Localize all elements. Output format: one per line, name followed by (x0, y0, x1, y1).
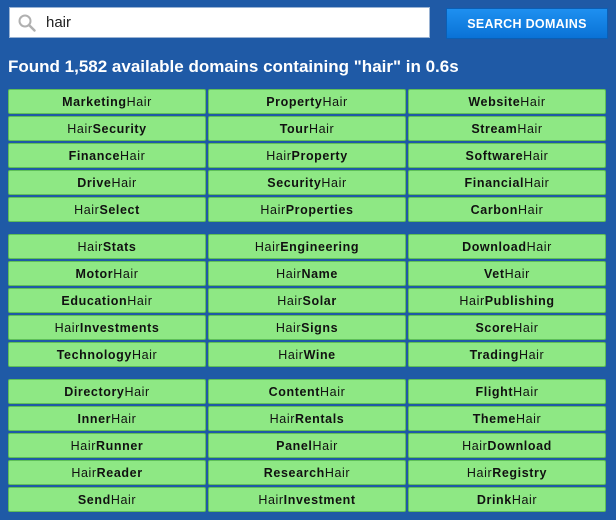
domain-result[interactable]: Hair Download (408, 433, 606, 458)
domain-result[interactable]: Financial Hair (408, 170, 606, 195)
domain-result[interactable]: Drive Hair (8, 170, 206, 195)
domain-result[interactable]: Trading Hair (408, 342, 606, 367)
domain-result[interactable]: Carbon Hair (408, 197, 606, 222)
results-heading: Found 1,582 available domains containing "hair" in 0.6s (8, 57, 459, 76)
domain-result[interactable]: Send Hair (8, 487, 206, 512)
domain-result[interactable]: Hair Security (8, 116, 206, 141)
domain-result[interactable]: Panel Hair (208, 433, 406, 458)
domain-result[interactable]: Research Hair (208, 460, 406, 485)
domain-result[interactable]: Finance Hair (8, 143, 206, 168)
domain-result[interactable]: Hair Investment (208, 487, 406, 512)
domain-result[interactable]: Hair Stats (8, 234, 206, 259)
search-domains-button[interactable]: SEARCH DOMAINS (446, 8, 608, 39)
domain-result[interactable]: Hair Investments (8, 315, 206, 340)
domain-result[interactable]: Hair Signs (208, 315, 406, 340)
domain-result[interactable]: Website Hair (408, 89, 606, 114)
domain-result[interactable]: Motor Hair (8, 261, 206, 286)
domain-result[interactable]: Stream Hair (408, 116, 606, 141)
domain-result[interactable]: Hair Engineering (208, 234, 406, 259)
domain-result[interactable]: Property Hair (208, 89, 406, 114)
domain-result[interactable]: Security Hair (208, 170, 406, 195)
domain-result[interactable]: Hair Reader (8, 460, 206, 485)
domain-result[interactable]: Hair Name (208, 261, 406, 286)
domain-result[interactable]: Education Hair (8, 288, 206, 313)
domain-result[interactable]: Inner Hair (8, 406, 206, 431)
domain-result[interactable]: Hair Properties (208, 197, 406, 222)
domain-result[interactable]: Hair Solar (208, 288, 406, 313)
domain-result[interactable]: Hair Property (208, 143, 406, 168)
domain-result[interactable]: Directory Hair (8, 379, 206, 404)
search-icon (18, 14, 36, 32)
domain-result[interactable]: Download Hair (408, 234, 606, 259)
domain-result[interactable]: Content Hair (208, 379, 406, 404)
domain-result[interactable]: Hair Wine (208, 342, 406, 367)
domain-result[interactable]: Hair Publishing (408, 288, 606, 313)
domain-result[interactable]: Hair Select (8, 197, 206, 222)
search-input[interactable] (46, 8, 421, 37)
domain-result[interactable]: Drink Hair (408, 487, 606, 512)
domain-result[interactable]: Score Hair (408, 315, 606, 340)
domain-result[interactable]: Hair Runner (8, 433, 206, 458)
domain-result[interactable]: Software Hair (408, 143, 606, 168)
domain-result[interactable]: Theme Hair (408, 406, 606, 431)
search-box[interactable] (9, 7, 430, 38)
domain-result[interactable]: Hair Registry (408, 460, 606, 485)
domain-result[interactable]: Technology Hair (8, 342, 206, 367)
domain-group-3 (8, 379, 607, 512)
search-bar (9, 7, 607, 38)
domain-result[interactable]: Marketing Hair (8, 89, 206, 114)
domain-result[interactable]: Hair Rentals (208, 406, 406, 431)
domain-group-1 (8, 89, 607, 222)
domain-result[interactable]: Flight Hair (408, 379, 606, 404)
domain-group-2 (8, 234, 607, 367)
domain-result[interactable]: Tour Hair (208, 116, 406, 141)
domain-result[interactable]: Vet Hair (408, 261, 606, 286)
